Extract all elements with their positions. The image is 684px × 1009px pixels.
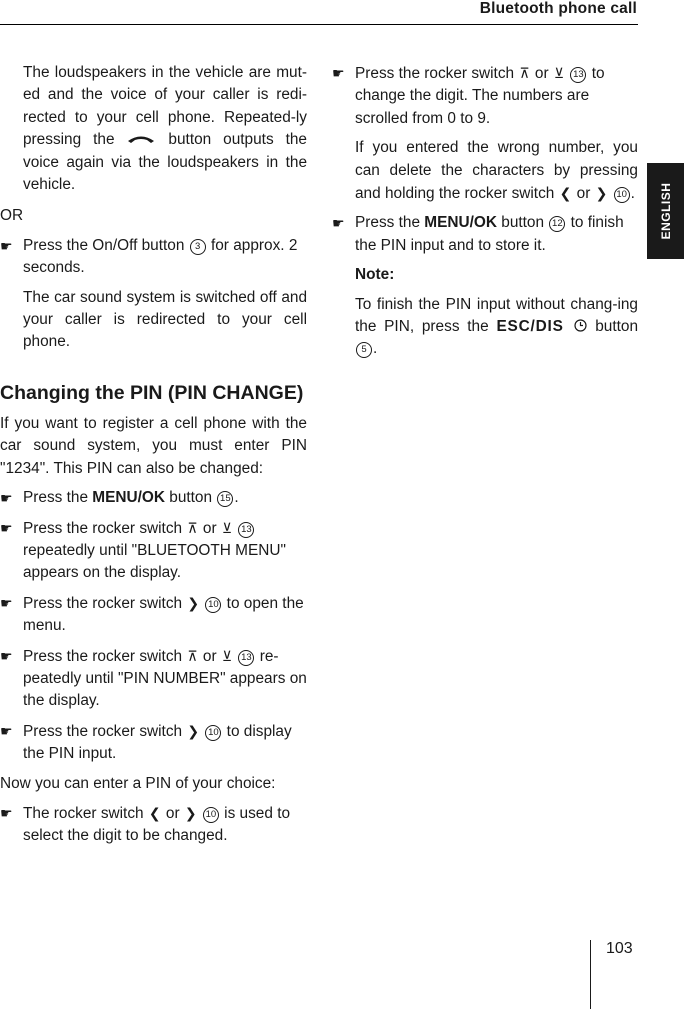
rocker-right-icon: ❯ (187, 594, 200, 611)
text: . (630, 185, 635, 203)
pointing-hand-icon: ☛ (332, 65, 345, 81)
text: . (234, 489, 239, 507)
step-change-digit (332, 62, 638, 130)
button-number-badge: 10 (205, 597, 221, 613)
rocker-down-icon: ⊻ (221, 647, 233, 664)
pointing-hand-icon: ☛ (0, 519, 13, 536)
header-rule (0, 24, 638, 25)
pointing-hand-icon: ☛ (0, 594, 13, 611)
button-name: MENU/OK (424, 214, 497, 232)
button-number-badge: 12 (549, 216, 565, 232)
pointing-hand-icon: ☛ (0, 722, 13, 739)
rocker-right-icon: ❯ (595, 185, 608, 202)
text: Press the rocker switch (23, 647, 183, 665)
phone-hangup-icon (126, 134, 156, 144)
text: Press the rocker switch (355, 65, 515, 82)
rocker-up-icon: ⊼ (187, 647, 198, 664)
button-number-badge: 13 (570, 67, 586, 83)
button-number-badge: 10 (614, 187, 630, 203)
button-number-badge: 13 (238, 522, 254, 538)
pointing-hand-icon: ☛ (0, 804, 13, 821)
paragraph-loudspeakers (0, 62, 307, 196)
text: Press the rocker switch (23, 519, 183, 537)
step-select-digit (0, 802, 307, 848)
text: Press the (23, 489, 89, 507)
language-tab-label: ENGLISH (658, 182, 673, 240)
text: to open the menu. (23, 594, 304, 635)
rocker-down-icon: ⊻ (221, 519, 233, 536)
text: If you entered the wrong number, you can delete the characters by pressing and holding the rocker switch (355, 139, 638, 203)
page-number: 103 (606, 940, 633, 957)
text: or (534, 65, 549, 82)
text: for approx. 2 seconds. (23, 236, 298, 277)
right-column (332, 62, 638, 361)
button-number-badge: 15 (217, 491, 233, 507)
paragraph-enter-pin: Now you can enter a PIN of your choice: (0, 774, 276, 792)
button-number-badge: 10 (203, 807, 219, 823)
left-column (0, 62, 307, 848)
clock-icon (574, 319, 587, 332)
step-rocker-open-menu (0, 592, 307, 638)
step-menu-ok (0, 487, 307, 509)
pointing-hand-icon: ☛ (0, 647, 13, 664)
page-header-title: Bluetooth phone call (479, 0, 637, 17)
text: is used to select the digit to be changed. (23, 804, 291, 845)
text: button (501, 214, 545, 232)
paragraph-wrong-number (332, 137, 638, 205)
text: button outputs the voice again via the loudspeakers in the vehicle. (23, 131, 307, 194)
step-finish-pin (332, 212, 638, 257)
rocker-right-icon: ❯ (184, 804, 197, 821)
button-number-badge: 13 (238, 650, 254, 666)
text: or (202, 647, 217, 665)
text: Press the (355, 214, 421, 232)
note-label: Note: (355, 266, 395, 284)
step-rocker-bluetooth-menu (0, 517, 307, 585)
button-name: ESC/DIS (496, 318, 564, 336)
footer-rule (590, 940, 591, 1009)
text: Press the rocker switch (23, 722, 183, 740)
paragraph-intro: If you want to register a cell phone with the car sound system, you must enter PIN "1234". This PIN can also be changed: (0, 414, 307, 477)
text: The rocker switch (23, 804, 144, 822)
text: . (373, 340, 378, 358)
button-name: MENU/OK (92, 489, 165, 507)
rocker-left-icon: ❮ (148, 804, 161, 821)
text: repeatedly until "BLUETOOTH MENU" appears on the display. (23, 541, 286, 582)
rocker-right-icon: ❯ (187, 722, 200, 739)
note-text (332, 294, 638, 361)
section-heading: Changing the PIN (PIN CHANGE) (0, 381, 304, 404)
text: or (576, 185, 591, 203)
step-rocker-display-pin (0, 720, 307, 766)
language-tab (647, 163, 684, 259)
text: Press the rocker switch (23, 594, 183, 612)
text: button (595, 318, 639, 336)
text: to display the PIN input. (23, 722, 292, 763)
pointing-hand-icon: ☛ (332, 215, 345, 232)
rocker-up-icon: ⊼ (187, 519, 198, 536)
step-onoff (0, 235, 307, 280)
step-rocker-pin-number (0, 645, 307, 713)
rocker-up-icon: ⊼ (519, 65, 530, 81)
text: The loudspeakers in the vehicle are mut-ed and the voice of your caller is redi-rected to your cell phone. Repeated-ly pressing the (23, 64, 307, 149)
text: Press the On/Off button (23, 236, 185, 254)
text: re-peatedly until "PIN NUMBER" appears on the display. (23, 647, 307, 710)
text: button (169, 489, 213, 507)
rocker-left-icon: ❮ (559, 185, 572, 202)
text: or (165, 804, 180, 822)
or-label: OR (0, 207, 24, 225)
pointing-hand-icon: ☛ (0, 490, 13, 507)
text: to finish the PIN input and to store it. (355, 214, 624, 254)
text: or (202, 519, 217, 537)
button-number-badge: 3 (190, 239, 206, 255)
text: To finish the PIN input without chang-ing the PIN, press the (355, 295, 638, 336)
pointing-hand-icon: ☛ (0, 237, 13, 254)
button-number-badge: 5 (356, 342, 372, 358)
paragraph-switched-off: The car sound system is switched off and your caller is redirected to your cell phone. (23, 288, 307, 351)
text: to change the digit. The numbers are scrolled from 0 to 9. (355, 65, 605, 127)
rocker-down-icon: ⊻ (553, 65, 565, 81)
button-number-badge: 10 (205, 725, 221, 741)
